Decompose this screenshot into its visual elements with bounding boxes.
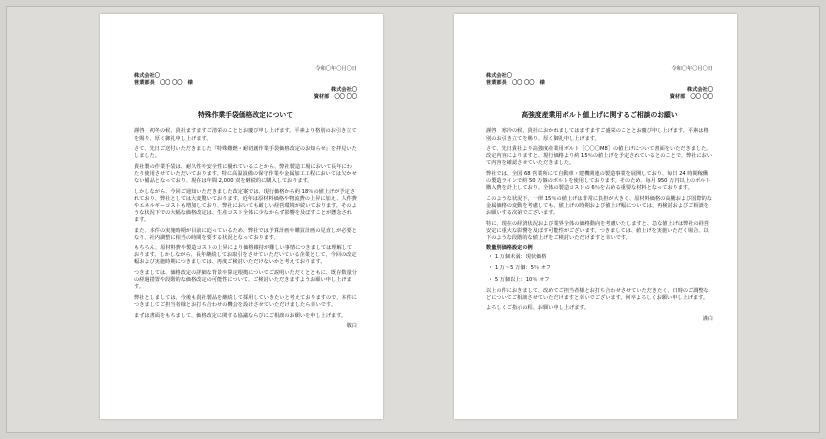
letter-title: 高強度産業用ボルト値上げに関するご相談のお願い xyxy=(521,111,678,120)
body-paragraph: 弊社では、全国 68 営業所にて自動車・建機関連の製造事業を展開しており、毎日 24 時間稼働の製造ラインで約 50 万個のボルトを使用しております。そのため、毎月 950 万円以上のボルト購入費を計上しており、全体の製造コストの 6％を占める重要な材料となっております。 xyxy=(486,170,711,192)
recipient-company: 株式会社〇 xyxy=(134,73,160,80)
list-item: ・ 1 万個未満：現状価格 xyxy=(488,254,547,261)
body-paragraph: つきましては、価格改定の詳細な背景や算定根拠についてご説明いただくとともに、既存数量分の経過措置や段階的な価格改定の可能性について、ご検討いただきますようお願い申し上げます。 xyxy=(134,270,357,291)
body-paragraph: 弊社としましては、今後も貴社製品を継続して採用していきたいと考えておりますので、本件につきましてご担当者様とお打ち合わせの機会を設けさせていただけましたら幸いです。 xyxy=(134,294,357,308)
letter-body xyxy=(486,128,713,241)
body-paragraph: さて、先日貴社より高強度産業用ボルト［〇〇〇M8］の値上げについて書面をいただきました。改定内容によりますと、現行価格より約 15％の値上げを予定されているとのことで、弊社において内容を確認させていただきました。 xyxy=(486,146,713,167)
body-paragraph: このような状況下、一律 15％の値上げは非常に負担が大きく、原材料価格の高騰および国際的な金属価格の変動を考慮しても、値上げの時期および値上げ幅については、再検討およびご相談をお願いする次第でございます。 xyxy=(486,195,713,216)
list-item: ・ 5 万個以上：10％ オフ xyxy=(488,276,550,283)
body-paragraph: しかしながら、今回ご通知いただきました改定案では、現行価格から約 18％の値上げが予定されており、弊社としては大変驚いております。近年は原材料価格や物流費の上昇に加え、人件費やエネルギーコストも増加しており、弊社においても厳しい経営環境が続いております。そのような状況下での大幅な価格改定は、生産コスト全体に少なからず影響を及ぼすことが懸念されます。 xyxy=(134,188,357,223)
closing-word: 敬白 xyxy=(346,323,357,330)
letter-page-left xyxy=(100,14,383,419)
body-paragraph: 特に、現在の経済状況および業界全体の価格動向を考慮いたしますと、急な値上げは弊社の経営安定に重大な影響を及ぼす可能性がございます。つきましては、値上げを実施いただく場合、以下のような段階的な値上げをご検討いただけますと幸いです。 xyxy=(486,220,710,241)
body-paragraph: 貴社製の作業手袋は、耐久性や安全性に優れていることから、弊社製造工場において長年にわたり使用させていただいております。特に高温設備の保守作業や金属加工工程においては欠かせない備品となっており、現在は年間 2,000 双を継続的に購入しております。 xyxy=(134,163,357,185)
proposal-list xyxy=(488,254,713,283)
sender-company: 株式会社〇 xyxy=(687,87,713,94)
list-item: ・ 1 万～5 万個：5％ オフ xyxy=(488,265,552,272)
letter-date: 令和〇年〇月〇日 xyxy=(671,66,713,72)
list-item-text: 1 万～5 万個：5％ オフ xyxy=(494,265,552,272)
letter-page-right xyxy=(454,14,737,419)
body-paragraph: まずは書面をもちまして、価格改定に関する協議ならびにご相談のお願いを申し上げます。 xyxy=(134,312,347,319)
body-paragraph: また、本件の実施時期が目前に迫っているため、弊社では予算計画や購買計画の見直しが必要となり、社内調整に相当の時間を要する状況となっております。 xyxy=(134,227,357,241)
letter-title: 特殊作業手袋価格改定について xyxy=(197,111,294,120)
closing-word: 謹白 xyxy=(702,315,713,322)
sender-person: 資材部 〇〇 〇〇 xyxy=(669,94,713,101)
list-item-text: 5 万個以上：10％ オフ xyxy=(494,276,550,283)
body-paragraph: 謹啓 寒冷の候、貴社におかれましてはますますご盛栄のこととお慶び申し上げます。平素は格別のお引き立てを賜り、厚く御礼申し上げます。 xyxy=(486,128,709,142)
recipient-company: 株式会社〇 xyxy=(486,73,512,80)
body-paragraph: 謹啓 初冬の候、貴社ますますご清栄のこととお慶び申し上げます。平素より格別のお引き立てを賜り、厚く御礼申し上げます。 xyxy=(134,128,357,142)
proposal-heading: 数量別価格設定の例 xyxy=(486,245,533,252)
body-paragraph: もちろん、原材料費や製造コストの上昇により価格維持が難しい事情につきましては理解しております。しかしながら、長年継続してお取引をさせていただいている企業として、今回の改定幅および実施時期につきましては、再度ご検討いただけないかと考えております。 xyxy=(134,245,357,266)
body-paragraph: 以上の件におきまして、改めてご担当者様とお打ち合わせさせていただきたく、日時のご調整などについてご相談させていただけますと幸いでございます。何卒よろしくお願い申し上げます。 xyxy=(486,287,709,301)
recipient-person: 営業部長 〇〇 〇〇 様 xyxy=(486,80,545,87)
sender-company: 株式会社〇 xyxy=(331,87,357,94)
recipient-person: 営業部長 〇〇 〇〇 様 xyxy=(134,80,193,87)
letter-date: 令和〇年〇月〇日 xyxy=(315,66,357,72)
letter-body xyxy=(134,128,357,319)
sender-person: 資材部 〇〇 〇〇 xyxy=(313,94,357,101)
list-item-text: 1 万個未満：現状価格 xyxy=(494,254,547,261)
closing-line: よろしくご指示の程、お願い申し上げます。 xyxy=(486,305,590,312)
body-paragraph: さて、先日ご送付いただきました『特殊難燃・耐切創作業手袋価格改定のお知らせ』を拝見いたしました。 xyxy=(134,146,357,160)
